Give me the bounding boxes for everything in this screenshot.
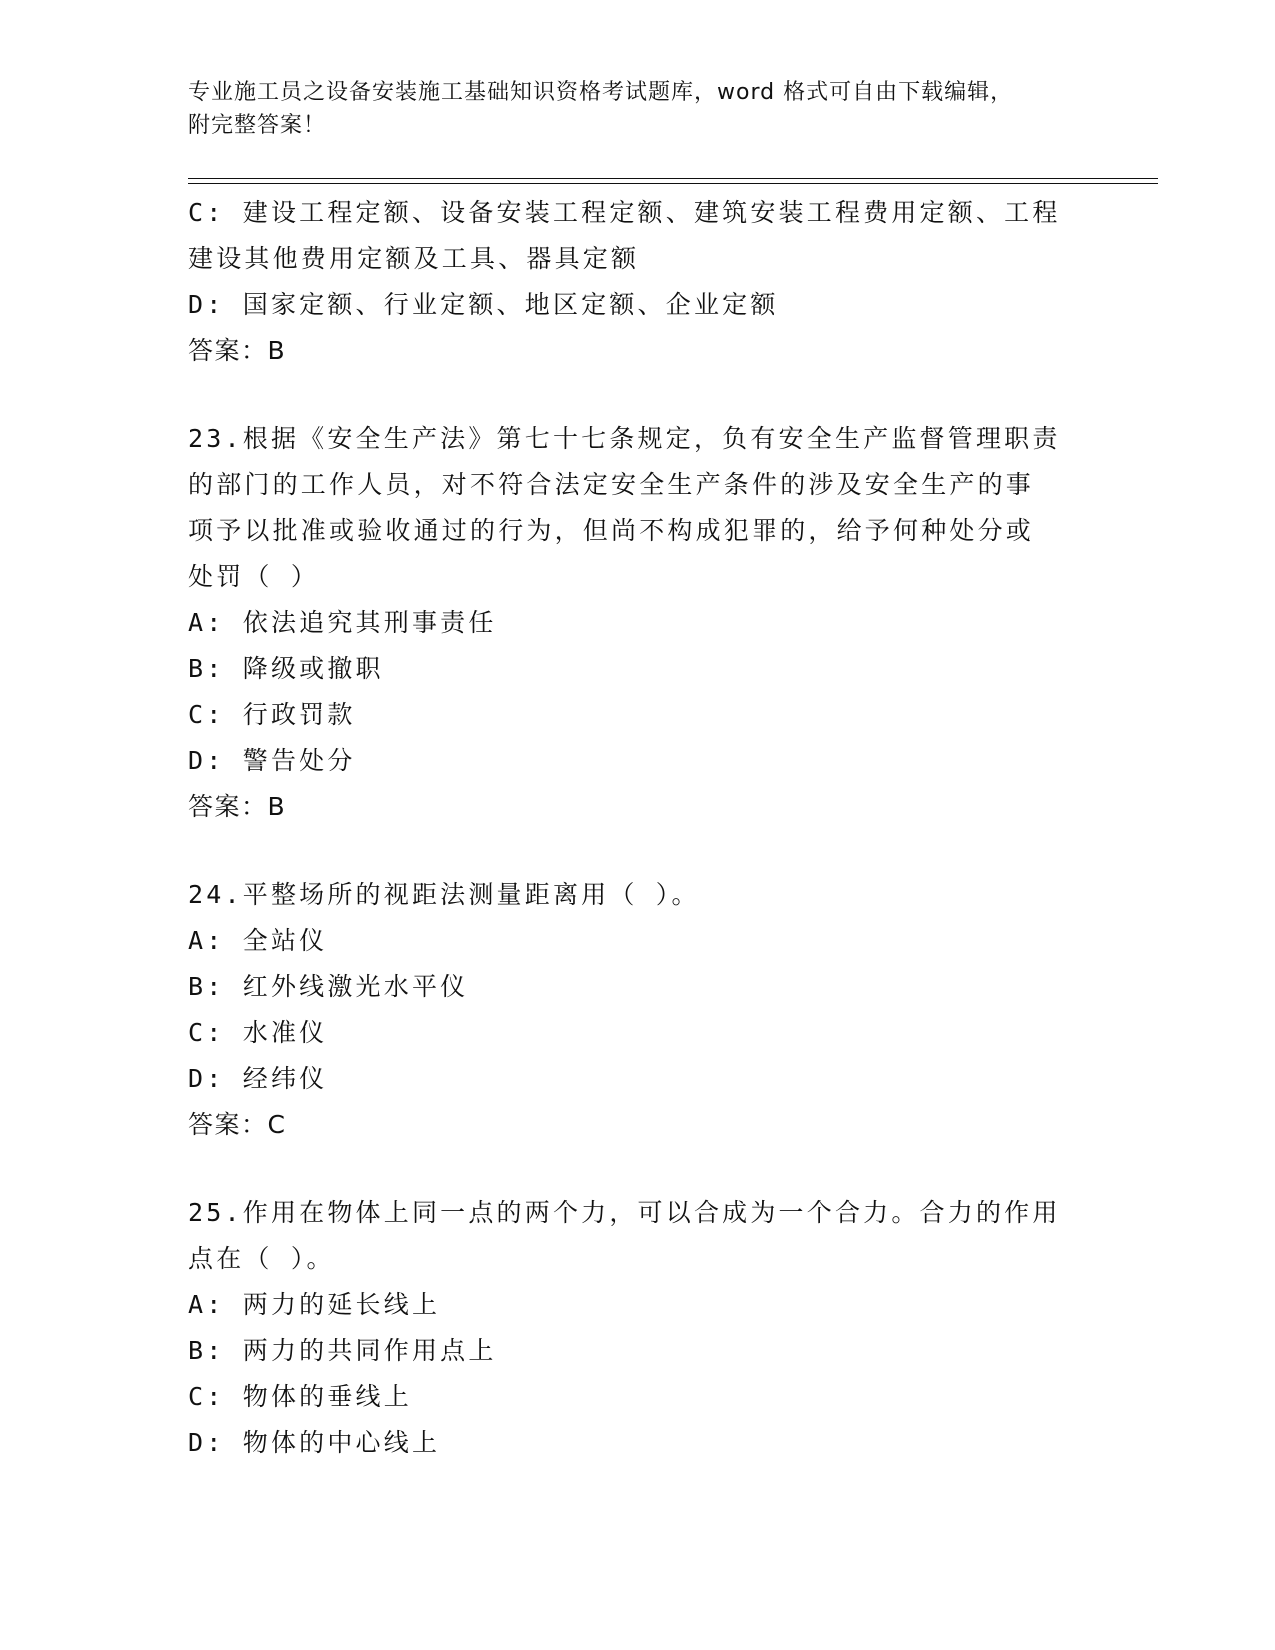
question-22-tail	[188, 190, 1088, 374]
question-stem-continued: 点在（ ）。	[188, 1244, 335, 1273]
header-line-1: 专业施工员之设备安装施工基础知识资格考试题库，word 格式可自由下载编辑，	[188, 80, 1014, 105]
spacer	[188, 1148, 1088, 1190]
answer: 答案：B	[188, 792, 287, 821]
question-24	[188, 872, 1088, 1148]
document-header	[188, 76, 1088, 142]
option-c: C: 物体的垂线上	[188, 1382, 412, 1411]
question-list	[188, 190, 1088, 1466]
header-divider-bottom	[188, 183, 1158, 184]
option-a: A: 全站仪	[188, 926, 328, 955]
option-a: A: 两力的延长线上	[188, 1290, 441, 1319]
option-d: D: 物体的中心线上	[188, 1428, 441, 1457]
option-c: C: 建设工程定额、设备安装工程定额、建筑安装工程费用定额、工程	[188, 198, 1061, 227]
option-c-continued: 建设其他费用定额及工具、器具定额	[188, 244, 640, 273]
answer: 答案：B	[188, 336, 287, 365]
option-d: D: 经纬仪	[188, 1064, 328, 1093]
answer: 答案：C	[188, 1110, 287, 1139]
question-stem: 25.作用在物体上同一点的两个力，可以合成为一个合力。合力的作用	[188, 1198, 1061, 1227]
spacer	[188, 830, 1088, 872]
option-c: C: 行政罚款	[188, 700, 356, 729]
option-d: D: 警告处分	[188, 746, 356, 775]
option-d: D: 国家定额、行业定额、地区定额、企业定额	[188, 290, 779, 319]
question-stem-continued: 项予以批准或验收通过的行为，但尚不构成犯罪的，给予何种处分或	[188, 516, 1035, 545]
option-b: B: 两力的共同作用点上	[188, 1336, 497, 1365]
spacer	[188, 374, 1088, 416]
question-stem-continued: 处罚（ ）	[188, 562, 320, 591]
option-a: A: 依法追究其刑事责任	[188, 608, 497, 637]
option-b: B: 红外线激光水平仪	[188, 972, 469, 1001]
question-stem: 24.平整场所的视距法测量距离用（ ）。	[188, 880, 700, 909]
question-stem-continued: 的部门的工作人员，对不符合法定安全生产条件的涉及安全生产的事	[188, 470, 1035, 499]
option-c: C: 水准仪	[188, 1018, 328, 1047]
question-23	[188, 416, 1088, 830]
question-25	[188, 1190, 1088, 1466]
option-b: B: 降级或撤职	[188, 654, 384, 683]
header-divider-top	[188, 178, 1158, 179]
header-line-2: 附完整答案！	[188, 113, 327, 138]
question-stem: 23.根据《安全生产法》第七十七条规定，负有安全生产监督管理职责	[188, 424, 1061, 453]
